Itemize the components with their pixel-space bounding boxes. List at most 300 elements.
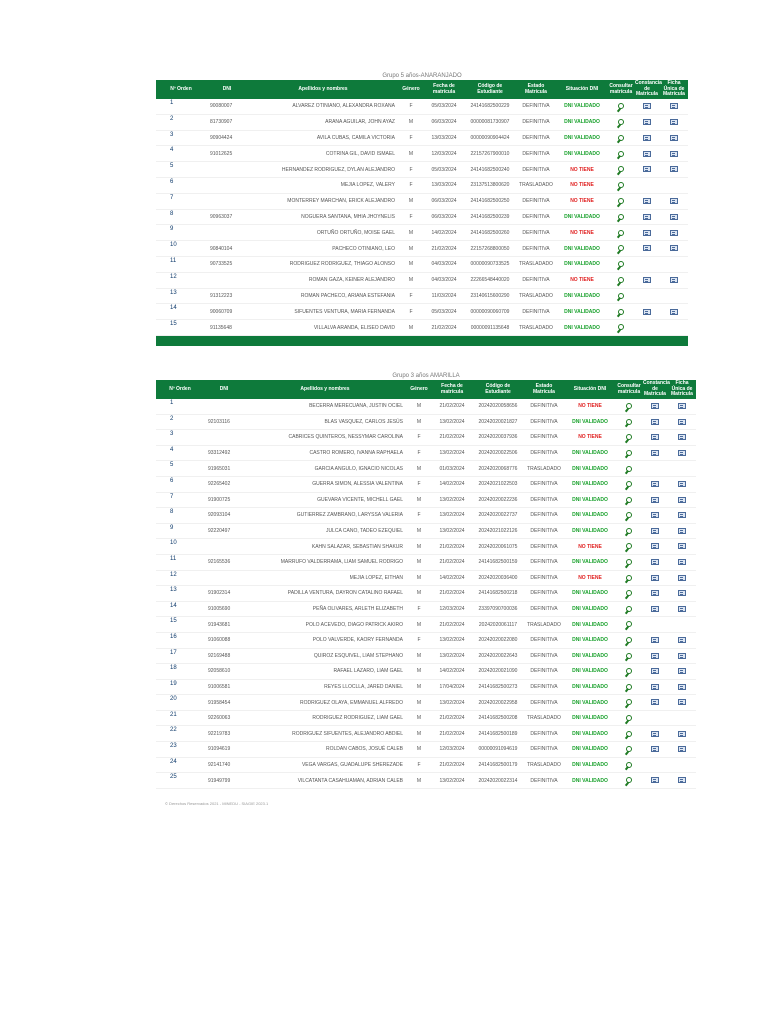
magnifier-icon[interactable] [626, 543, 632, 549]
table-row [156, 445, 696, 461]
enrollment-date: 14/02/2024 [424, 225, 464, 241]
document-icon[interactable] [678, 684, 686, 690]
gender-cell: F [398, 177, 424, 193]
document-icon[interactable] [651, 653, 659, 659]
ficha-cell [668, 430, 696, 446]
table-row [156, 99, 688, 114]
dni-cell: 92265402 [204, 476, 244, 492]
table-row [156, 695, 696, 711]
student-code: 20242020022080 [472, 632, 524, 648]
document-icon[interactable] [678, 731, 686, 737]
document-icon[interactable] [651, 543, 659, 549]
document-icon[interactable] [678, 653, 686, 659]
gender-cell: M [406, 742, 432, 758]
document-icon[interactable] [678, 543, 686, 549]
dni-status: DNI VALIDADO [556, 209, 608, 225]
magnifier-icon[interactable] [618, 293, 624, 299]
enrollment-date: 17/04/2024 [432, 679, 472, 695]
document-icon[interactable] [651, 731, 659, 737]
column-header: Constancia de Matrícula [635, 80, 662, 98]
document-icon[interactable] [643, 135, 651, 141]
table-header [156, 380, 696, 399]
document-icon[interactable] [643, 151, 651, 157]
ficha-cell [660, 256, 688, 272]
consultar-cell [608, 272, 634, 288]
student-code: 20242020061075 [472, 539, 524, 555]
document-icon[interactable] [651, 684, 659, 690]
document-icon[interactable] [651, 403, 659, 409]
dni-cell: 91094619 [204, 742, 244, 758]
document-icon[interactable] [670, 230, 678, 236]
magnifier-icon[interactable] [618, 324, 624, 330]
document-icon[interactable] [651, 777, 659, 783]
document-icon[interactable] [678, 434, 686, 440]
magnifier-icon[interactable] [618, 182, 624, 188]
student-code: 00000091094619 [472, 742, 524, 758]
document-icon[interactable] [678, 637, 686, 643]
gender-cell: M [406, 492, 432, 508]
order-number: 2 [156, 114, 206, 130]
student-name: RODRIGUEZ RODRIGUEZ, LIAM GAEL [244, 710, 406, 726]
consultar-cell [616, 632, 642, 648]
document-icon[interactable] [643, 103, 651, 109]
dni-status: DNI VALIDADO [564, 664, 616, 680]
enrollment-date: 13/02/2024 [432, 695, 472, 711]
document-icon[interactable] [678, 699, 686, 705]
document-icon[interactable] [670, 277, 678, 283]
constancia-cell [642, 617, 668, 633]
consultar-cell [616, 742, 642, 758]
table-row [156, 130, 688, 146]
ficha-cell [668, 476, 696, 492]
gender-cell: M [406, 695, 432, 711]
student-code: 24141682500179 [472, 757, 524, 773]
document-icon[interactable] [643, 245, 651, 251]
gender-cell: F [398, 130, 424, 146]
magnifier-icon[interactable] [618, 230, 624, 236]
gender-cell: M [406, 554, 432, 570]
consultar-cell [616, 710, 642, 726]
document-icon[interactable] [643, 166, 651, 172]
column-header: Consultar matrícula [608, 80, 634, 99]
table-row [156, 773, 696, 789]
gender-cell: M [406, 617, 432, 633]
table-row [156, 209, 688, 225]
enrollment-status: DEFINITIVA [524, 492, 564, 508]
dni-cell: 91900725 [204, 492, 244, 508]
ficha-cell [660, 177, 688, 193]
document-icon[interactable] [678, 777, 686, 783]
ficha-cell [660, 320, 688, 336]
table-row [156, 162, 688, 178]
ficha-cell [668, 773, 696, 789]
dni-cell: 91902314 [204, 586, 244, 602]
enrollment-status: DEFINITIVA [524, 414, 564, 430]
table-row [156, 430, 696, 446]
group-panel-anaranjado [156, 72, 688, 355]
constancia-cell [634, 225, 660, 241]
document-icon[interactable] [651, 637, 659, 643]
constancia-cell [642, 430, 668, 446]
dni-status: NO TIENE [564, 539, 616, 555]
ficha-cell [668, 710, 696, 726]
document-icon[interactable] [651, 528, 659, 534]
column-header: Consultar matrícula [616, 380, 642, 399]
enrollment-date: 21/02/2024 [432, 539, 472, 555]
ficha-cell [668, 461, 696, 477]
order-number: 6 [156, 177, 206, 193]
enrollment-date: 13/02/2024 [432, 523, 472, 539]
magnifier-icon[interactable] [626, 575, 632, 581]
enrollment-status: DEFINITIVA [524, 695, 564, 711]
order-number: 9 [156, 225, 206, 241]
magnifier-icon[interactable] [618, 214, 624, 220]
magnifier-icon[interactable] [618, 198, 624, 204]
dni-cell [206, 177, 248, 193]
document-icon[interactable] [678, 403, 686, 409]
magnifier-icon[interactable] [626, 762, 632, 768]
consultar-cell [616, 492, 642, 508]
magnifier-icon[interactable] [626, 528, 632, 534]
document-icon[interactable] [670, 135, 678, 141]
document-icon[interactable] [678, 528, 686, 534]
document-icon[interactable] [651, 481, 659, 487]
students-table-anaranjado [156, 80, 688, 336]
magnifier-icon[interactable] [618, 261, 624, 267]
student-code: 24141682500273 [472, 679, 524, 695]
magnifier-icon[interactable] [626, 559, 632, 565]
dni-status: NO TIENE [556, 162, 608, 178]
ficha-cell [668, 414, 696, 430]
gender-cell: M [398, 320, 424, 336]
ficha-cell [668, 399, 696, 414]
magnifier-icon[interactable] [618, 135, 624, 141]
student-name: RODRIGUEZ SIFUENTES, ALEJANDRO ABDIEL [244, 726, 406, 742]
document-icon[interactable] [651, 746, 659, 752]
document-icon[interactable] [670, 214, 678, 220]
order-number: 19 [156, 679, 204, 695]
document-icon[interactable] [651, 512, 659, 518]
document-icon[interactable] [651, 575, 659, 581]
document-icon[interactable] [643, 214, 651, 220]
table-row [156, 272, 688, 288]
order-number: 7 [156, 193, 206, 209]
gender-cell: M [398, 114, 424, 130]
magnifier-icon[interactable] [626, 512, 632, 518]
student-code: 20242020022236 [472, 492, 524, 508]
table-row [156, 492, 696, 508]
dni-status: DNI VALIDADO [564, 695, 616, 711]
enrollment-date: 01/03/2024 [432, 461, 472, 477]
constancia-cell [642, 414, 668, 430]
magnifier-icon[interactable] [626, 466, 632, 472]
constancia-cell [634, 146, 660, 162]
document-icon[interactable] [643, 119, 651, 125]
gender-cell: M [406, 523, 432, 539]
dni-status: DNI VALIDADO [564, 773, 616, 789]
dni-status: DNI VALIDADO [564, 632, 616, 648]
constancia-cell [634, 288, 660, 304]
ficha-cell [660, 241, 688, 257]
order-number: 11 [156, 554, 204, 570]
student-name: GUERRA SIMON, ALESSIA VALENTINA [244, 476, 406, 492]
table-row [156, 648, 696, 664]
dni-cell [204, 399, 244, 414]
document-icon[interactable] [651, 606, 659, 612]
student-code: 00000081730907 [464, 114, 516, 130]
document-icon[interactable] [678, 559, 686, 565]
student-code: 00000090904424 [464, 130, 516, 146]
dni-status: DNI VALIDADO [564, 601, 616, 617]
dni-cell: 92058610 [204, 664, 244, 680]
document-icon[interactable] [678, 512, 686, 518]
ficha-cell [660, 209, 688, 225]
order-number: 8 [156, 209, 206, 225]
table-row [156, 679, 696, 695]
dni-cell: 81730907 [206, 114, 248, 130]
magnifier-icon[interactable] [618, 119, 624, 125]
document-icon[interactable] [643, 230, 651, 236]
dni-cell: 91958454 [204, 695, 244, 711]
student-code: 24141682500189 [472, 726, 524, 742]
student-code: 22157267900010 [464, 146, 516, 162]
magnifier-icon[interactable] [626, 746, 632, 752]
enrollment-date: 21/02/2024 [424, 241, 464, 257]
table-row [156, 601, 696, 617]
dni-cell: 90733525 [206, 256, 248, 272]
constancia-cell [642, 742, 668, 758]
dni-status: DNI VALIDADO [564, 726, 616, 742]
dni-status: DNI VALIDADO [564, 742, 616, 758]
document-icon[interactable] [670, 198, 678, 204]
enrollment-status: DEFINITIVA [516, 114, 556, 130]
document-icon[interactable] [651, 590, 659, 596]
document-icon[interactable] [651, 559, 659, 565]
gender-cell: M [398, 193, 424, 209]
column-header: Ficha Única de Matrícula [660, 80, 688, 99]
ficha-cell [668, 632, 696, 648]
enrollment-date: 04/03/2024 [424, 272, 464, 288]
document-icon[interactable] [678, 575, 686, 581]
document-icon[interactable] [678, 481, 686, 487]
enrollment-status: DEFINITIVA [524, 523, 564, 539]
enrollment-status: DEFINITIVA [516, 241, 556, 257]
student-code: 20242020037936 [472, 430, 524, 446]
footer-copyright: © Derechos Reservados 2021 - MINEDU - SIAGIE 2023.1 [165, 801, 269, 806]
constancia-cell [634, 304, 660, 320]
enrollment-status: DEFINITIVA [524, 664, 564, 680]
enrollment-date: 13/02/2024 [432, 414, 472, 430]
table-row [156, 757, 696, 773]
document-icon[interactable] [670, 119, 678, 125]
table-row [156, 710, 696, 726]
table-row [156, 617, 696, 633]
student-name: AVILA CUBAS, CAMILA VICTORIA [248, 130, 398, 146]
magnifier-icon[interactable] [626, 403, 632, 409]
student-name: VILLALVA ARANDA, ELISEO DAVID [248, 320, 398, 336]
magnifier-icon[interactable] [626, 450, 632, 456]
magnifier-icon[interactable] [618, 151, 624, 157]
table-row [156, 461, 696, 477]
order-number: 17 [156, 648, 204, 664]
order-number: 25 [156, 773, 204, 789]
document-icon[interactable] [670, 309, 678, 315]
magnifier-icon[interactable] [626, 481, 632, 487]
column-header: Apellidos y nombres [248, 80, 398, 99]
enrollment-date: 05/03/2024 [424, 304, 464, 320]
magnifier-icon[interactable] [618, 166, 624, 172]
magnifier-icon[interactable] [626, 684, 632, 690]
student-name: KAHN SALAZAR, SEBASTIAN SHAKUR [244, 539, 406, 555]
enrollment-date: 06/03/2024 [424, 209, 464, 225]
document-icon[interactable] [643, 198, 651, 204]
document-icon[interactable] [651, 450, 659, 456]
document-icon[interactable] [678, 606, 686, 612]
table-row [156, 664, 696, 680]
dni-cell: 90904424 [206, 130, 248, 146]
gender-cell: M [406, 679, 432, 695]
table-row [156, 288, 688, 304]
magnifier-icon[interactable] [626, 777, 632, 783]
document-icon[interactable] [678, 668, 686, 674]
magnifier-icon[interactable] [626, 419, 632, 425]
student-name: COTRINA GIL, DAVID ISMAEL [248, 146, 398, 162]
gender-cell: F [398, 288, 424, 304]
consultar-cell [616, 617, 642, 633]
ficha-cell [660, 225, 688, 241]
column-header: Estado Matrícula [524, 380, 564, 399]
order-number: 23 [156, 742, 204, 758]
order-number: 24 [156, 757, 204, 773]
consultar-cell [608, 320, 634, 336]
table-row [156, 193, 688, 209]
student-name: CASTRO ROMERO, IVANNA RAPHAELA [244, 445, 406, 461]
order-number: 6 [156, 476, 204, 492]
gender-cell: M [406, 586, 432, 602]
document-icon[interactable] [670, 166, 678, 172]
constancia-cell [634, 272, 660, 288]
student-name: RODRIGUEZ RODRIGUEZ, THIAGO ALONSO [248, 256, 398, 272]
student-name: JULCA CANO, TADEO EZEQUIEL [244, 523, 406, 539]
document-icon[interactable] [651, 419, 659, 425]
consultar-cell [608, 225, 634, 241]
magnifier-icon[interactable] [626, 590, 632, 596]
student-name: ARANA AGUILAR, JOHN AYAZ [248, 114, 398, 130]
dni-status: NO TIENE [556, 272, 608, 288]
order-number: 1 [156, 399, 204, 414]
magnifier-icon[interactable] [618, 309, 624, 315]
consultar-cell [608, 209, 634, 225]
student-name: PEÑA OLIVARES, ARLETH ELIZABETH [244, 601, 406, 617]
enrollment-date: 05/03/2024 [424, 162, 464, 178]
ficha-cell [660, 146, 688, 162]
document-icon[interactable] [651, 699, 659, 705]
consultar-cell [616, 773, 642, 789]
document-icon[interactable] [670, 151, 678, 157]
enrollment-date: 11/03/2024 [424, 288, 464, 304]
dni-status: NO TIENE [564, 570, 616, 586]
constancia-cell [642, 648, 668, 664]
constancia-cell [634, 162, 660, 178]
student-name: GUTIERREZ ZAMBRANO, LARYSSA VALERIA [244, 508, 406, 524]
order-number: 4 [156, 146, 206, 162]
document-icon[interactable] [643, 277, 651, 283]
document-icon[interactable] [678, 590, 686, 596]
enrollment-date: 04/03/2024 [424, 256, 464, 272]
student-code: 20242021022126 [472, 523, 524, 539]
dni-cell [204, 570, 244, 586]
document-icon[interactable] [678, 450, 686, 456]
constancia-cell [642, 757, 668, 773]
table-footer-bar [156, 336, 688, 346]
dni-cell: 92093104 [204, 508, 244, 524]
magnifier-icon[interactable] [626, 699, 632, 705]
document-icon[interactable] [678, 497, 686, 503]
document-icon[interactable] [670, 245, 678, 251]
document-icon[interactable] [651, 668, 659, 674]
document-icon[interactable] [643, 309, 651, 315]
enrollment-date: 05/03/2024 [424, 99, 464, 114]
column-header: Situación DNI [564, 380, 616, 399]
magnifier-icon[interactable] [626, 434, 632, 440]
constancia-cell [634, 177, 660, 193]
student-name: MEJIA LOPEZ, EITHAN [244, 570, 406, 586]
document-icon[interactable] [670, 103, 678, 109]
magnifier-icon[interactable] [626, 653, 632, 659]
constancia-cell [634, 193, 660, 209]
constancia-cell [642, 695, 668, 711]
consultar-cell [608, 241, 634, 257]
ficha-cell [668, 742, 696, 758]
order-number: 5 [156, 461, 204, 477]
dni-cell [206, 162, 248, 178]
ficha-cell [660, 99, 688, 114]
magnifier-icon[interactable] [626, 497, 632, 503]
order-number: 3 [156, 430, 204, 446]
constancia-cell [642, 508, 668, 524]
student-name: VILCATANTA CASAHUAMAN, ADRIAN CALEB [244, 773, 406, 789]
magnifier-icon[interactable] [618, 103, 624, 109]
magnifier-icon[interactable] [626, 637, 632, 643]
order-number: 13 [156, 288, 206, 304]
student-code: 20242020022314 [472, 773, 524, 789]
student-code: 24141682500208 [472, 710, 524, 726]
gender-cell: M [406, 648, 432, 664]
document-icon[interactable] [678, 746, 686, 752]
magnifier-icon[interactable] [618, 277, 624, 283]
magnifier-icon[interactable] [626, 715, 632, 721]
document-icon[interactable] [651, 434, 659, 440]
order-number: 10 [156, 241, 206, 257]
magnifier-icon[interactable] [626, 621, 632, 627]
dni-status: DNI VALIDADO [564, 445, 616, 461]
student-code: 20242020058656 [472, 399, 524, 414]
document-icon[interactable] [651, 497, 659, 503]
document-icon[interactable] [678, 419, 686, 425]
enrollment-date: 13/02/2024 [432, 773, 472, 789]
student-code: 23397090700036 [472, 601, 524, 617]
magnifier-icon[interactable] [626, 731, 632, 737]
constancia-cell [642, 492, 668, 508]
magnifier-icon[interactable] [618, 245, 624, 251]
magnifier-icon[interactable] [626, 668, 632, 674]
magnifier-icon[interactable] [626, 606, 632, 612]
student-code: 20242021022503 [472, 476, 524, 492]
order-number: 21 [156, 710, 204, 726]
gender-cell: M [406, 570, 432, 586]
student-name: ROLDAN CABOS, JOSUÉ CALEB [244, 742, 406, 758]
student-code: 20242020021090 [472, 664, 524, 680]
